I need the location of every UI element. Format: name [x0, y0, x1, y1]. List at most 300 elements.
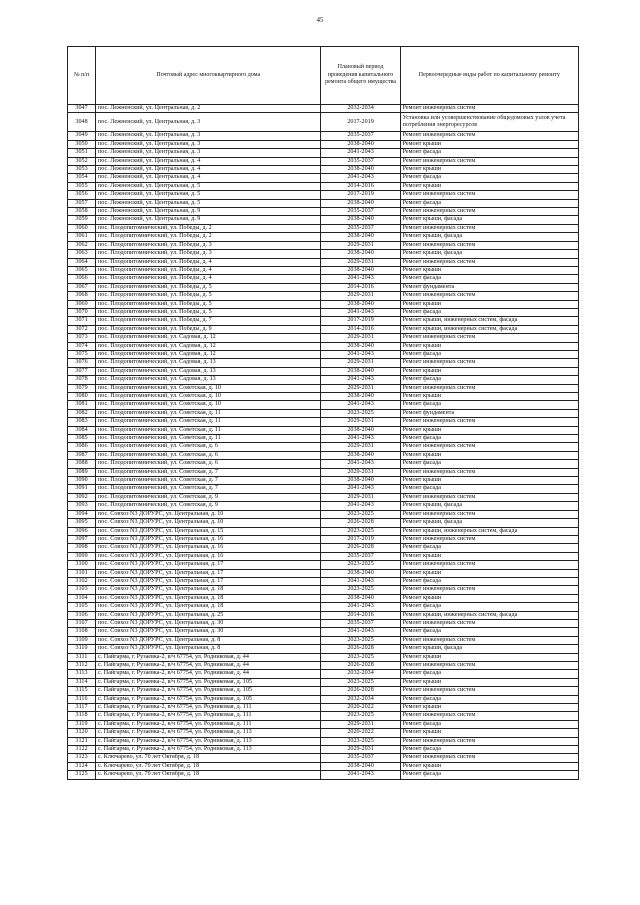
row-number: 3074 — [68, 342, 96, 350]
table-row — [68, 166, 579, 174]
table-row — [68, 628, 579, 636]
row-works: Ремонт инженерных систем — [400, 712, 578, 720]
table-row — [68, 233, 579, 241]
table-row — [68, 737, 579, 745]
row-period: 2014-2016 — [321, 611, 400, 619]
row-number: 3103 — [68, 586, 96, 594]
row-address: с. Пайгарма, г. Рузаевка-2, в/ч 67754, ул. Родниковая, д. 105 — [96, 687, 321, 695]
table-row — [68, 586, 579, 594]
row-works: Ремонт фасада — [400, 628, 578, 636]
row-period: 2023-2025 — [321, 678, 400, 686]
row-number: 3109 — [68, 636, 96, 644]
table-row — [68, 712, 579, 720]
row-number: 3094 — [68, 510, 96, 518]
row-address: с. Пайгарма, г. Рузаевка-2, в/ч 67754, ул. Родниковая, д. 113 — [96, 737, 321, 745]
row-works: Ремонт инженерных систем — [400, 132, 578, 140]
row-works: Ремонт фасада — [400, 308, 578, 316]
row-address: пос. Плодопитомнический, ул. Победы, д. 4 — [96, 266, 321, 274]
table-row — [68, 695, 579, 703]
row-number: 3071 — [68, 317, 96, 325]
row-number: 3070 — [68, 308, 96, 316]
row-period: 2029-2031 — [321, 384, 400, 392]
row-address: пос. Плодопитомнический, ул. Садовая, д. 12 — [96, 334, 321, 342]
row-period: 2035-2037 — [321, 619, 400, 627]
row-period: 2041-2043 — [321, 502, 400, 510]
row-period: 2032-2034 — [321, 670, 400, 678]
row-address: пос. Лежненский, ул. Центральная, д. 4 — [96, 166, 321, 174]
table-row — [68, 720, 579, 728]
table-row — [68, 451, 579, 459]
row-period: 2023-2025 — [321, 737, 400, 745]
table-row — [68, 552, 579, 560]
row-period: 2029-2031 — [321, 468, 400, 476]
row-number: 3099 — [68, 552, 96, 560]
row-number: 3064 — [68, 258, 96, 266]
row-address: с. Ключарево, ул. 70 лет Октября, д. 18 — [96, 762, 321, 770]
row-address: пос. Совхоз N3 ДОРУРС, ул. Центральная, д. 16 — [96, 544, 321, 552]
table-row — [68, 611, 579, 619]
row-number: 3047 — [68, 105, 96, 113]
table-row — [68, 653, 579, 661]
row-address: пос. Плодопитомнический, ул. Победы, д. 5 — [96, 292, 321, 300]
row-period: 2038-2040 — [321, 216, 400, 224]
row-works: Ремонт фасада — [400, 603, 578, 611]
table-row — [68, 292, 579, 300]
table-row — [68, 376, 579, 384]
row-works: Ремонт крыши — [400, 182, 578, 190]
row-period: 2038-2040 — [321, 594, 400, 602]
row-period: 2041-2043 — [321, 485, 400, 493]
row-address: с. Пайгарма, г. Рузаевка-2, в/ч 67754, ул. Родниковая, д. 105 — [96, 678, 321, 686]
row-number: 3069 — [68, 300, 96, 308]
row-works: Ремонт фасада — [400, 695, 578, 703]
table-row — [68, 535, 579, 543]
row-period: 2026-2028 — [321, 662, 400, 670]
row-works: Ремонт крыши — [400, 729, 578, 737]
row-works: Ремонт инженерных систем — [400, 535, 578, 543]
row-works: Ремонт фасада — [400, 199, 578, 207]
row-number: 3067 — [68, 283, 96, 291]
row-address: пос. Совхоз N3 ДОРУРС, ул. Центральная, д. 30 — [96, 619, 321, 627]
table-row — [68, 325, 579, 333]
row-address: с. Ключарево, ул. 70 лет Октября, д. 18 — [96, 754, 321, 762]
row-works: Ремонт фасада — [400, 401, 578, 409]
table-row — [68, 216, 579, 224]
row-period: 2035-2037 — [321, 157, 400, 165]
row-address: пос. Лежненский, ул. Центральная, д. 5 — [96, 182, 321, 190]
row-number: 3073 — [68, 334, 96, 342]
row-period: 2020-2022 — [321, 704, 400, 712]
row-period: 2023-2025 — [321, 586, 400, 594]
row-period: 2029-2031 — [321, 292, 400, 300]
row-number: 3089 — [68, 468, 96, 476]
table-row — [68, 662, 579, 670]
row-period: 2029-2031 — [321, 418, 400, 426]
table-row — [68, 418, 579, 426]
row-address: пос. Совхоз N3 ДОРУРС, ул. Центральная, д. 18 — [96, 586, 321, 594]
row-number: 3065 — [68, 266, 96, 274]
table-row — [68, 199, 579, 207]
table-row — [68, 113, 579, 132]
row-period: 2038-2040 — [321, 140, 400, 148]
row-number: 3111 — [68, 653, 96, 661]
row-works: Ремонт крыши — [400, 342, 578, 350]
row-period: 2041-2043 — [321, 435, 400, 443]
table-row — [68, 485, 579, 493]
row-address: пос. Плодопитомнический, ул. Советская, д. 10 — [96, 384, 321, 392]
row-number: 3088 — [68, 460, 96, 468]
row-works: Ремонт крыши — [400, 426, 578, 434]
table-row — [68, 468, 579, 476]
row-period: 2023-2025 — [321, 712, 400, 720]
row-period: 2029-2031 — [321, 334, 400, 342]
header-period: Плановый период проведения капитального ремонта общего имущества — [321, 47, 400, 105]
row-works: Ремонт инженерных систем — [400, 241, 578, 249]
row-number: 3078 — [68, 376, 96, 384]
row-address: пос. Совхоз N3 ДОРУРС, ул. Центральная, д. 18 — [96, 594, 321, 602]
row-number: 3090 — [68, 477, 96, 485]
row-works: Ремонт фасада — [400, 485, 578, 493]
row-number: 3120 — [68, 729, 96, 737]
row-period: 2026-2028 — [321, 544, 400, 552]
row-address: пос. Совхоз N3 ДОРУРС, ул. Центральная, д. 30 — [96, 628, 321, 636]
row-number: 3097 — [68, 535, 96, 543]
row-period: 2041-2043 — [321, 149, 400, 157]
row-works: Ремонт крыши, инженерных систем, фасада — [400, 527, 578, 535]
row-period: 2038-2040 — [321, 367, 400, 375]
row-number: 3119 — [68, 720, 96, 728]
row-period: 2041-2043 — [321, 628, 400, 636]
row-address: пос. Лежненский, ул. Центральная, д. 3 — [96, 140, 321, 148]
page-number: 45 — [316, 16, 324, 24]
table-row — [68, 367, 579, 375]
row-number: 3057 — [68, 199, 96, 207]
row-address: пос. Плодопитомнический, ул. Советская, д. 11 — [96, 426, 321, 434]
row-address: пос. Совхоз N3 ДОРУРС, ул. Центральная, д. 15 — [96, 527, 321, 535]
row-number: 3118 — [68, 712, 96, 720]
row-period: 2038-2040 — [321, 762, 400, 770]
row-works: Ремонт фасада — [400, 174, 578, 182]
row-period: 2038-2040 — [321, 393, 400, 401]
table-row — [68, 300, 579, 308]
row-works: Ремонт крыши — [400, 266, 578, 274]
row-address: пос. Плодопитомнический, ул. Садовая, д. 13 — [96, 359, 321, 367]
row-works: Ремонт инженерных систем — [400, 737, 578, 745]
row-period: 2017-2019 — [321, 191, 400, 199]
table-row — [68, 527, 579, 535]
row-works: Ремонт крыши — [400, 451, 578, 459]
header-address: Почтовый адрес многоквартирного дома — [96, 47, 321, 105]
row-number: 3082 — [68, 409, 96, 417]
row-address: с. Пайгарма, г. Рузаевка-2, в/ч 67754, ул. Родниковая, д. 44 — [96, 662, 321, 670]
row-period: 2029-2031 — [321, 493, 400, 501]
row-works: Ремонт фасада — [400, 544, 578, 552]
row-number: 3060 — [68, 224, 96, 232]
row-number: 3086 — [68, 443, 96, 451]
table-row — [68, 208, 579, 216]
row-address: пос. Плодопитомнический, ул. Советская, д. 11 — [96, 435, 321, 443]
row-address: пос. Плодопитомнический, ул. Садовая, д. 13 — [96, 376, 321, 384]
row-works: Ремонт инженерных систем — [400, 384, 578, 392]
table-row — [68, 241, 579, 249]
table-row — [68, 105, 579, 113]
table-row — [68, 401, 579, 409]
row-works: Ремонт инженерных систем — [400, 208, 578, 216]
row-address: пос. Лежненский, ул. Центральная, д. 2 — [96, 105, 321, 113]
table-row — [68, 140, 579, 148]
row-period: 2038-2040 — [321, 569, 400, 577]
row-number: 3116 — [68, 695, 96, 703]
repair-schedule-table — [67, 46, 579, 780]
row-address: пос. Плодопитомнический, ул. Садовая, д. 12 — [96, 342, 321, 350]
table-row — [68, 502, 579, 510]
table-row — [68, 704, 579, 712]
table-row — [68, 762, 579, 770]
row-number: 3054 — [68, 174, 96, 182]
row-address: пос. Плодопитомнический, ул. Победы, д. 3 — [96, 250, 321, 258]
row-works: Ремонт крыши — [400, 477, 578, 485]
row-period: 2041-2043 — [321, 350, 400, 358]
table-row — [68, 266, 579, 274]
row-number: 3115 — [68, 687, 96, 695]
table-row — [68, 157, 579, 165]
row-works: Ремонт инженерных систем — [400, 292, 578, 300]
row-works: Ремонт фасада — [400, 746, 578, 754]
row-period: 2041-2043 — [321, 275, 400, 283]
row-address: пос. Плодопитомнический, ул. Советская, д. 10 — [96, 401, 321, 409]
row-number: 3062 — [68, 241, 96, 249]
table-row — [68, 191, 579, 199]
row-address: пос. Плодопитомнический, ул. Победы, д. 2 — [96, 233, 321, 241]
row-works: Ремонт крыши, фасада — [400, 645, 578, 653]
row-period: 2038-2040 — [321, 342, 400, 350]
row-works: Ремонт фасада — [400, 350, 578, 358]
row-works: Ремонт инженерных систем — [400, 561, 578, 569]
table-row — [68, 182, 579, 190]
row-number: 3087 — [68, 451, 96, 459]
table-row — [68, 493, 579, 501]
row-address: пос. Плодопитомнический, ул. Советская, д. 6 — [96, 451, 321, 459]
row-period: 2023-2025 — [321, 527, 400, 535]
row-works: Ремонт крыши — [400, 653, 578, 661]
table-row — [68, 258, 579, 266]
table-row — [68, 350, 579, 358]
row-number: 3112 — [68, 662, 96, 670]
row-works: Ремонт инженерных систем — [400, 191, 578, 199]
table-row — [68, 317, 579, 325]
table-row — [68, 544, 579, 552]
row-period: 2041-2043 — [321, 174, 400, 182]
row-period: 2029-2031 — [321, 746, 400, 754]
table-row — [68, 645, 579, 653]
row-address: пос. Совхоз N3 ДОРУРС, ул. Центральная, д. 17 — [96, 561, 321, 569]
table-body — [68, 105, 579, 780]
row-address: пос. Плодопитомнический, ул. Советская, д. 6 — [96, 460, 321, 468]
row-address: пос. Совхоз N3 ДОРУРС, ул. Центральная, д. 17 — [96, 577, 321, 585]
row-number: 3110 — [68, 645, 96, 653]
row-works: Ремонт фасада — [400, 376, 578, 384]
row-address: пос. Лежненский, ул. Центральная, д. 4 — [96, 174, 321, 182]
row-address: пос. Плодопитомнический, ул. Победы, д. 4 — [96, 258, 321, 266]
header-number: № п/п — [68, 47, 96, 105]
table-row — [68, 426, 579, 434]
row-address: с. Пайгарма, г. Рузаевка-2, в/ч 67754, ул. Родниковая, д. 105 — [96, 695, 321, 703]
row-period: 2035-2037 — [321, 552, 400, 560]
row-period: 2029-2031 — [321, 258, 400, 266]
row-works: Ремонт фасада — [400, 275, 578, 283]
table-row — [68, 569, 579, 577]
table-row — [68, 435, 579, 443]
row-works: Ремонт инженерных систем — [400, 510, 578, 518]
row-number: 3052 — [68, 157, 96, 165]
row-period: 2038-2040 — [321, 477, 400, 485]
row-address: пос. Совхоз N3 ДОРУРС, ул. Центральная, д. 10 — [96, 519, 321, 527]
row-period: 2029-2031 — [321, 241, 400, 249]
row-period: 2023-2025 — [321, 653, 400, 661]
row-number: 3083 — [68, 418, 96, 426]
row-number: 3091 — [68, 485, 96, 493]
row-works: Ремонт крыши — [400, 552, 578, 560]
row-period: 2041-2043 — [321, 603, 400, 611]
table-row — [68, 746, 579, 754]
row-period: 2026-2028 — [321, 645, 400, 653]
row-number: 3098 — [68, 544, 96, 552]
table-header-row — [68, 47, 579, 105]
table-row — [68, 174, 579, 182]
row-period: 2041-2043 — [321, 577, 400, 585]
row-number: 3105 — [68, 603, 96, 611]
row-works: Ремонт крыши — [400, 762, 578, 770]
row-period: 2023-2025 — [321, 561, 400, 569]
row-period: 2017-2019 — [321, 113, 400, 132]
row-address: пос. Плодопитомнический, ул. Садовая, д. 12 — [96, 350, 321, 358]
row-address: пос. Плодопитомнический, ул. Советская, д. 11 — [96, 409, 321, 417]
row-number: 3100 — [68, 561, 96, 569]
row-number: 3055 — [68, 182, 96, 190]
row-number: 3095 — [68, 519, 96, 527]
row-works: Ремонт инженерных систем — [400, 687, 578, 695]
table-row — [68, 636, 579, 644]
table-row — [68, 275, 579, 283]
row-works: Ремонт фасада — [400, 577, 578, 585]
row-address: пос. Лежненский, ул. Центральная, д. 3 — [96, 149, 321, 157]
table-row — [68, 577, 579, 585]
table-row — [68, 443, 579, 451]
row-works: Ремонт инженерных систем — [400, 662, 578, 670]
row-address: с. Пайгарма, г. Рузаевка-2, в/ч 67754, ул. Родниковая, д. 111 — [96, 712, 321, 720]
row-works: Ремонт инженерных систем — [400, 334, 578, 342]
row-number: 3068 — [68, 292, 96, 300]
table-row — [68, 603, 579, 611]
table-row — [68, 384, 579, 392]
row-period: 2026-2028 — [321, 687, 400, 695]
row-works: Ремонт крыши, фасада — [400, 502, 578, 510]
row-number: 3077 — [68, 367, 96, 375]
row-number: 3084 — [68, 426, 96, 434]
row-period: 2014-2016 — [321, 325, 400, 333]
table-row — [68, 687, 579, 695]
row-period: 2041-2043 — [321, 376, 400, 384]
row-number: 3063 — [68, 250, 96, 258]
row-period: 2017-2019 — [321, 317, 400, 325]
row-address: пос. Плодопитомнический, ул. Советская, д. 7 — [96, 477, 321, 485]
row-address: пос. Совхоз N3 ДОРУРС, ул. Центральная, д. 8 — [96, 636, 321, 644]
row-period: 2035-2037 — [321, 132, 400, 140]
row-works: Ремонт крыши — [400, 678, 578, 686]
row-number: 3053 — [68, 166, 96, 174]
row-address: пос. Совхоз N3 ДОРУРС, ул. Центральная, д. 16 — [96, 552, 321, 560]
row-number: 3125 — [68, 771, 96, 779]
row-address: пос. Плодопитомнический, ул. Победы, д. 9 — [96, 325, 321, 333]
row-works: Ремонт крыши, фасада — [400, 233, 578, 241]
row-period: 2023-2025 — [321, 510, 400, 518]
row-period: 2035-2037 — [321, 224, 400, 232]
row-number: 3114 — [68, 678, 96, 686]
row-works: Ремонт крыши, инженерных систем, фасада — [400, 611, 578, 619]
row-address: пос. Лежненский, ул. Центральная, д. 5 — [96, 199, 321, 207]
row-works: Ремонт инженерных систем — [400, 754, 578, 762]
row-works: Ремонт инженерных систем — [400, 224, 578, 232]
row-works: Ремонт инженерных систем — [400, 418, 578, 426]
row-period: 2038-2040 — [321, 266, 400, 274]
row-period: 2023-2025 — [321, 409, 400, 417]
row-address: пос. Совхоз N3 ДОРУРС, ул. Центральная, д. 17 — [96, 569, 321, 577]
row-address: пос. Плодопитомнический, ул. Победы, д. 2 — [96, 224, 321, 232]
row-number: 3113 — [68, 670, 96, 678]
row-period: 2032-2034 — [321, 695, 400, 703]
row-works: Ремонт инженерных систем — [400, 443, 578, 451]
row-period: 2014-2016 — [321, 283, 400, 291]
row-number: 3101 — [68, 569, 96, 577]
row-period: 2041-2043 — [321, 401, 400, 409]
row-period: 2038-2040 — [321, 426, 400, 434]
row-number: 3102 — [68, 577, 96, 585]
table-row — [68, 308, 579, 316]
row-address: с. Пайгарма, г. Рузаевка-2, в/ч 67754, ул. Родниковая, д. 44 — [96, 653, 321, 661]
row-number: 3092 — [68, 493, 96, 501]
row-period: 2038-2040 — [321, 233, 400, 241]
row-works: Ремонт крыши — [400, 300, 578, 308]
row-works: Ремонт крыши — [400, 569, 578, 577]
row-period: 2035-2037 — [321, 208, 400, 216]
row-period: 2029-2031 — [321, 720, 400, 728]
row-number: 3123 — [68, 754, 96, 762]
row-period: 2038-2040 — [321, 199, 400, 207]
row-address: пос. Плодопитомнический, ул. Советская, д. 9 — [96, 502, 321, 510]
table-row — [68, 619, 579, 627]
row-number: 3096 — [68, 527, 96, 535]
row-number: 3050 — [68, 140, 96, 148]
row-works: Ремонт фасада — [400, 149, 578, 157]
row-address: пос. Плодопитомнический, ул. Советская, д. 7 — [96, 468, 321, 476]
row-period: 2041-2043 — [321, 460, 400, 468]
row-period: 2020-2022 — [321, 729, 400, 737]
row-works: Ремонт фасада — [400, 670, 578, 678]
row-number: 3093 — [68, 502, 96, 510]
row-number: 3124 — [68, 762, 96, 770]
row-address: пос. Лежненский, ул. Центральная, д. 9 — [96, 216, 321, 224]
row-address: пос. Лежненский, ул. Центральная, д. 9 — [96, 208, 321, 216]
row-address: с. Пайгарма, г. Рузаевка-2, в/ч 67754, ул. Родниковая, д. 113 — [96, 746, 321, 754]
row-address: пос. Совхоз N3 ДОРУРС, ул. Центральная, д. 18 — [96, 603, 321, 611]
table-row — [68, 477, 579, 485]
row-number: 3121 — [68, 737, 96, 745]
row-period: 2017-2019 — [321, 535, 400, 543]
table-row — [68, 771, 579, 779]
table-row — [68, 670, 579, 678]
row-address: пос. Плодопитомнический, ул. Победы, д. 5 — [96, 283, 321, 291]
row-number: 3104 — [68, 594, 96, 602]
